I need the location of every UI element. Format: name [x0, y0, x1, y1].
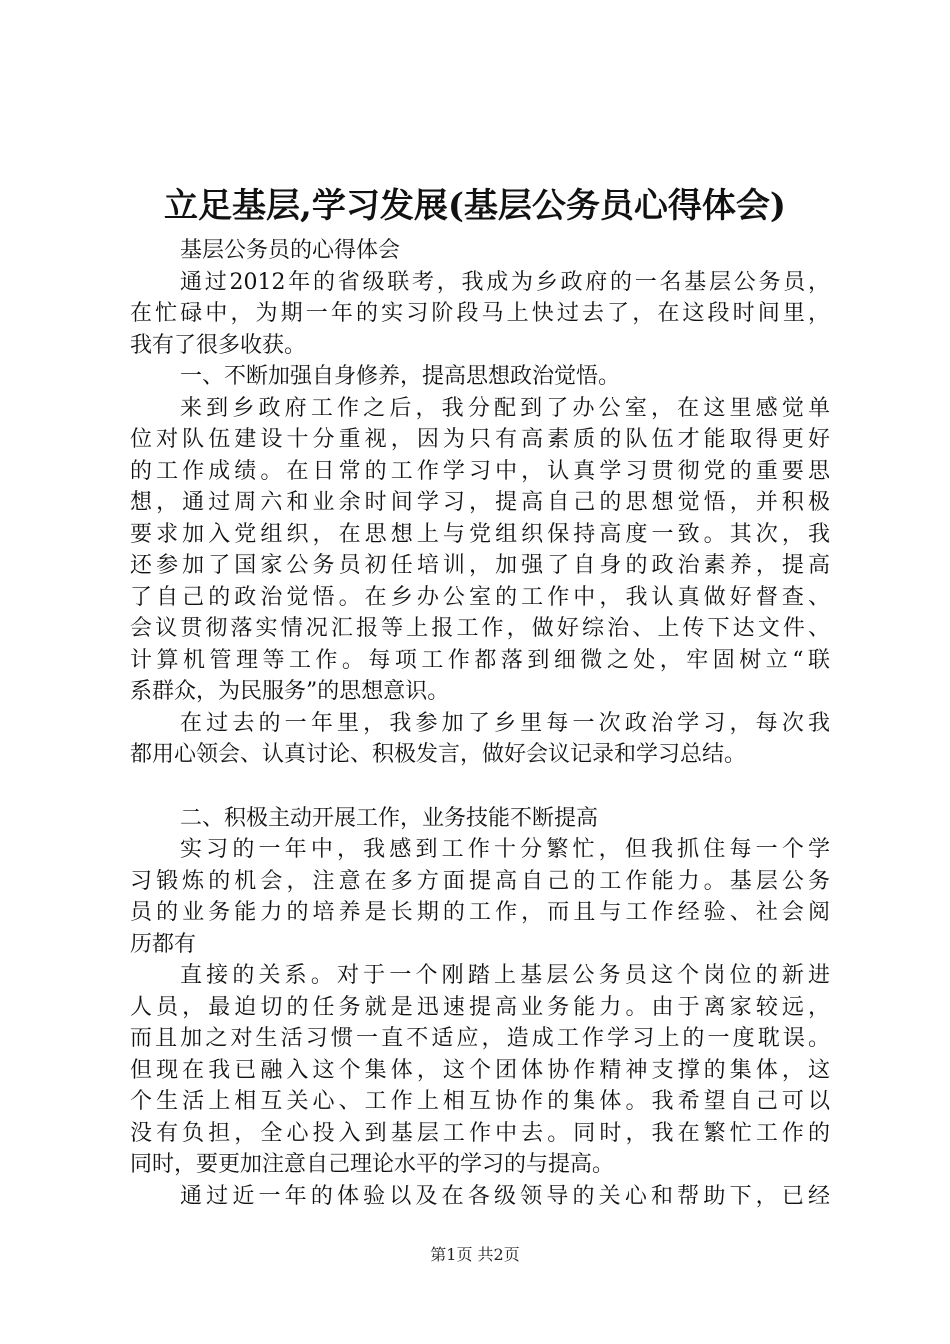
text-line: 但现在我已融入这个集体，这个团体协作精神支撑的集体，这 — [130, 1057, 830, 1083]
text-line: 还参加了国家公务员初任培训，加强了自身的政治素养，提高 — [130, 553, 830, 578]
text-line: 在忙碌中，为期一年的实习阶段马上快过去了，在这段时间里， — [130, 301, 830, 326]
page-footer: 第1页 共2页 — [430, 1245, 520, 1264]
text-line: 了自己的政治觉悟。在乡办公室的工作中，我认真做好督查、 — [130, 584, 830, 610]
paragraph-gap — [130, 771, 830, 803]
text-line: 会议贯彻落实情况汇报等上报工作，做好综治、上传下达文件、 — [130, 616, 830, 641]
text-line: 一、不断加强自身修养，提高思想政治觉悟。 — [180, 364, 621, 389]
text-line: 基层公务员的心得体会 — [180, 238, 401, 263]
text-line: 个生活上相互关心、工作上相互协作的集体。我希望自己可以 — [130, 1089, 830, 1114]
text-line: 在过去的一年里，我参加了乡里每一次政治学习，每次我 — [180, 710, 830, 736]
text-line: 我有了很多收获。 — [130, 332, 307, 358]
text-line: 同时，要更加注意自己理论水平的学习的与提高。 — [130, 1152, 615, 1177]
text-line: 通过2012年的省级联考，我成为乡政府的一名基层公务员， — [180, 269, 830, 295]
text-line: 人员，最迫切的任务就是迅速提高业务能力。由于离家较远， — [130, 994, 830, 1020]
text-line: 员的业务能力的培养是长期的工作，而且与工作经验、社会阅 — [130, 900, 830, 925]
text-line: 二、积极主动开展工作，业务技能不断提高 — [180, 805, 599, 831]
document-title: 立足基层,学习发展(基层公务员心得体会) — [163, 186, 786, 226]
text-line: 位对队伍建设十分重视，因为只有高素质的队伍才能取得更好 — [130, 427, 830, 452]
text-line: 习锻炼的机会，注意在多方面提高自己的工作能力。基层公务 — [130, 868, 830, 894]
text-line: 直接的关系。对于一个刚踏上基层公务员这个岗位的新进 — [180, 963, 830, 988]
text-line: 通过近一年的体验以及在各级领导的关心和帮助下，已经 — [180, 1183, 830, 1209]
text-line: 都用心领会、认真讨论、积极发言，做好会议记录和学习总结。 — [130, 742, 747, 767]
text-line: 系群众，为民服务”的思想意识。 — [130, 679, 450, 704]
text-line: 的工作成绩。在日常的工作学习中，认真学习贯彻党的重要思 — [130, 458, 830, 484]
text-line: 来到乡政府工作之后，我分配到了办公室，在这里感觉单 — [180, 395, 830, 421]
text-line: 实习的一年中，我感到工作十分繁忙，但我抓住每一个学 — [180, 837, 830, 862]
text-line: 想，通过周六和业余时间学习，提高自己的思想觉悟，并积极 — [130, 490, 830, 515]
text-line: 没有负担，全心投入到基层工作中去。同时，我在繁忙工作的 — [130, 1120, 830, 1146]
document-body — [130, 235, 830, 1212]
text-line: 要求加入党组织，在思想上与党组织保持高度一致。其次，我 — [130, 521, 830, 547]
text-line: 历都有 — [130, 931, 197, 957]
text-line: 计算机管理等工作。每项工作都落到细微之处，牢固树立“联 — [130, 647, 830, 673]
text-line: 而且加之对生活习惯一直不适应，造成工作学习上的一度耽误。 — [130, 1026, 830, 1051]
